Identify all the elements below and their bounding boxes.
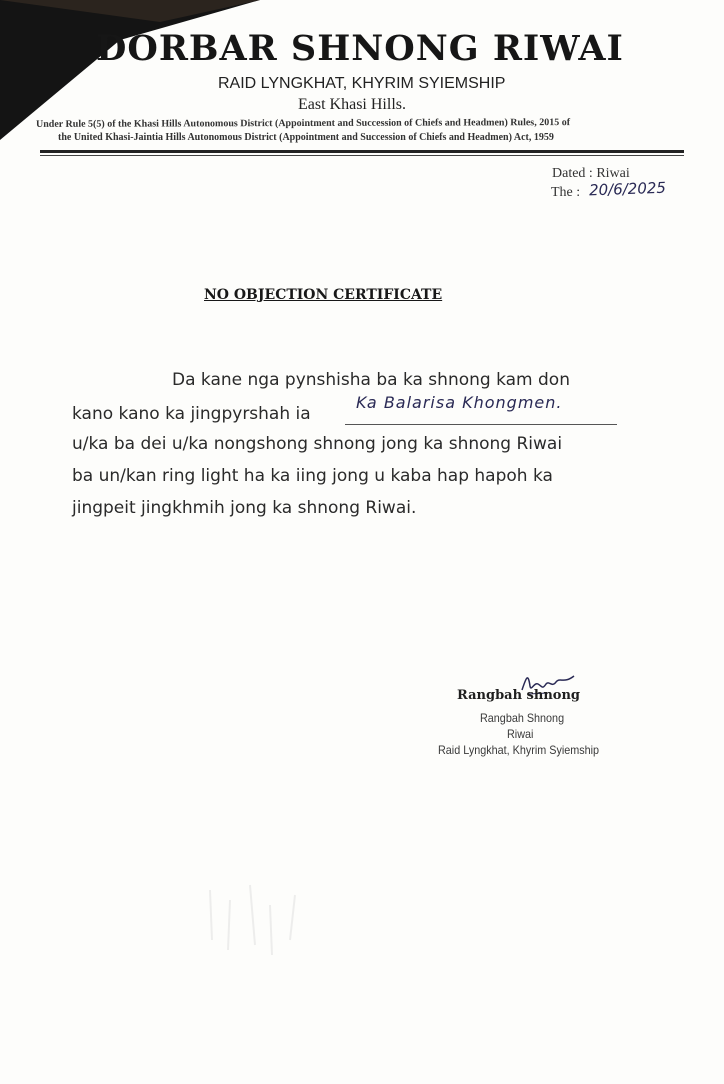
body-line-2: kano kano ka jingpyrshah ia (72, 404, 311, 424)
certificate-heading: NO OBJECTION CERTIFICATE (204, 287, 443, 303)
letterhead-district: East Khasi Hills. (298, 96, 406, 113)
stamp-line-2: Riwai (507, 727, 534, 741)
faint-bleedthrough-mark (200, 880, 320, 960)
name-blank-line (345, 424, 617, 425)
dated-place: Dated : Riwai (552, 166, 630, 181)
header-divider-thick (40, 150, 684, 153)
legal-reference-line-2: the United Khasi-Jaintia Hills Autonomous District (Appointment and Succession of Chiefs and Headmen) Act, 1959 (58, 132, 554, 143)
handwritten-name: Ka Balarisa Khongmen. (356, 393, 563, 412)
date-label: The : (551, 185, 581, 200)
body-line-1: Da kane nga pynshisha ba ka shnong kam don (172, 370, 570, 390)
stamp-line-1: Rangbah Shnong (480, 711, 565, 725)
body-line-4: ba un/kan ring light ha ka iing jong u kaba hap hapoh ka (72, 466, 553, 486)
stamp-line-3: Raid Lyngkhat, Khyrim Syiemship (438, 743, 600, 757)
signatory-title: Rangbah shnong (457, 688, 580, 703)
legal-reference-line-1: Under Rule 5(5) of the Khasi Hills Autonomous District (Appointment and Succession of Chiefs and Headmen) Rules, 2015 of (35, 117, 571, 130)
letterhead-title: DORBAR SHNONG RIWAI (96, 28, 624, 69)
handwritten-date: 20/6/2025 (588, 178, 667, 200)
body-line-5: jingpeit jingkhmih jong ka shnong Riwai. (72, 498, 417, 518)
body-line-3: u/ka ba dei u/ka nongshong shnong jong ka shnong Riwai (72, 434, 563, 454)
header-divider-thin (40, 155, 684, 156)
letterhead-subtitle: RAID LYNGKHAT, KHYRIM SYIEMSHIP (218, 75, 506, 92)
